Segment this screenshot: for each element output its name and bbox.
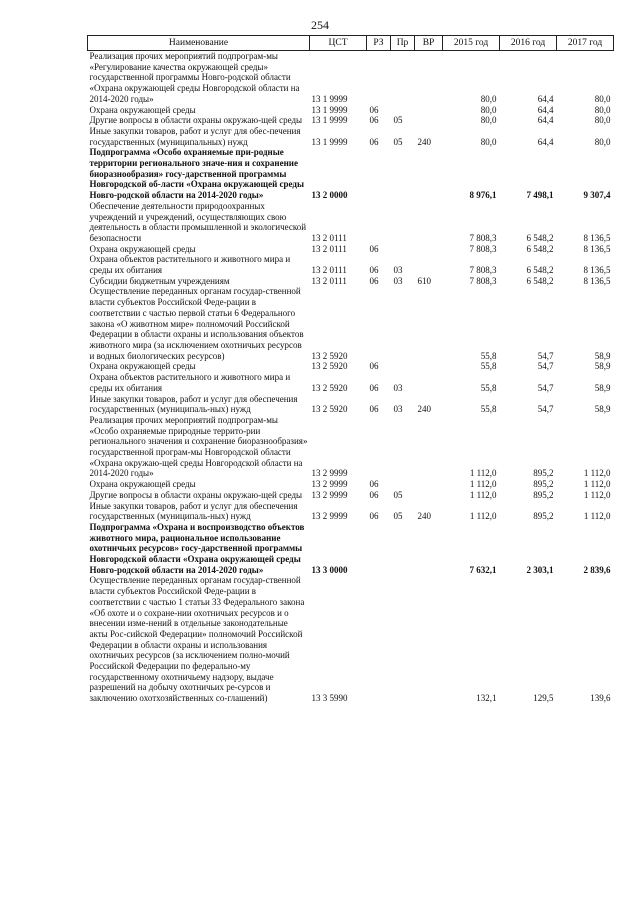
row-pr: 03 bbox=[393, 275, 403, 286]
row-2015: 80,0 bbox=[480, 93, 497, 104]
row-2017: 58,9 bbox=[594, 404, 611, 415]
row-2016: 895,2 bbox=[533, 479, 554, 490]
row-2015: 55,8 bbox=[480, 404, 497, 415]
row-2015: 1 112,0 bbox=[469, 511, 497, 522]
row-vr: 240 bbox=[417, 511, 431, 522]
table-row bbox=[88, 501, 614, 522]
row-2017: 58,9 bbox=[594, 350, 611, 361]
header-2015: 2015 год bbox=[443, 36, 500, 51]
table-row bbox=[88, 147, 614, 201]
row-2017: 1 112,0 bbox=[583, 479, 611, 490]
table-row bbox=[88, 201, 614, 244]
row-pr bbox=[391, 361, 415, 372]
row-2017: 8 136,5 bbox=[583, 232, 611, 243]
row-2016: 6 548,2 bbox=[526, 265, 554, 276]
row-vr bbox=[415, 286, 443, 361]
row-name: Иные закупки товаров, работ и услуг для обес-печения государственных (муниципальных) нужд bbox=[89, 125, 301, 147]
row-2015: 80,0 bbox=[480, 115, 497, 126]
row-2016: 64,4 bbox=[537, 93, 554, 104]
header-2016: 2016 год bbox=[500, 36, 557, 51]
row-2016: 6 548,2 bbox=[526, 232, 554, 243]
row-rz: 06 bbox=[369, 243, 379, 254]
header-name: Наименование bbox=[88, 36, 310, 51]
row-rz: 06 bbox=[369, 136, 379, 147]
table-header-row bbox=[88, 36, 614, 51]
row-name: Охрана объектов растительного и животного мира и среды их обитания bbox=[89, 372, 291, 393]
row-2016: 64,4 bbox=[537, 104, 554, 115]
row-vr: 240 bbox=[417, 136, 431, 147]
row-cst: 13 1 9999 bbox=[311, 93, 348, 104]
row-vr bbox=[415, 372, 443, 393]
row-pr: 03 bbox=[393, 404, 403, 415]
row-2016: 129,5 bbox=[533, 693, 554, 704]
row-name: Охрана объектов растительного и животного мира и среды их обитания bbox=[89, 254, 291, 276]
table-body bbox=[88, 51, 614, 704]
row-2015: 80,0 bbox=[480, 136, 497, 147]
row-vr: 610 bbox=[417, 275, 431, 286]
table-row bbox=[88, 522, 614, 576]
row-2015: 1 112,0 bbox=[469, 479, 497, 490]
row-cst: 13 1 9999 bbox=[311, 115, 348, 126]
row-vr bbox=[415, 575, 443, 703]
table-row bbox=[88, 361, 614, 372]
row-2016: 54,7 bbox=[537, 350, 554, 361]
row-cst: 13 2 5920 bbox=[311, 361, 348, 372]
table-row bbox=[88, 415, 614, 479]
row-2015: 1 112,0 bbox=[469, 468, 497, 479]
row-cst: 13 2 5920 bbox=[311, 382, 348, 393]
row-rz: 06 bbox=[369, 479, 379, 490]
table-row bbox=[88, 244, 614, 255]
row-rz bbox=[367, 201, 391, 244]
row-pr: 03 bbox=[393, 265, 403, 276]
row-cst: 13 2 9999 bbox=[311, 511, 348, 522]
header-rz: РЗ bbox=[367, 36, 391, 51]
row-2015: 55,8 bbox=[480, 382, 497, 393]
row-pr bbox=[391, 201, 415, 244]
row-vr bbox=[415, 361, 443, 372]
row-2017: 58,9 bbox=[594, 382, 611, 393]
table-row bbox=[88, 490, 614, 501]
row-name: Иные закупки товаров, работ и услуг для обеспечения государственных (муниципаль-ных) нужд bbox=[89, 500, 298, 522]
row-2016: 895,2 bbox=[533, 511, 554, 522]
row-pr bbox=[391, 479, 415, 490]
row-rz: 06 bbox=[369, 511, 379, 522]
row-rz: 06 bbox=[369, 404, 379, 415]
table-row bbox=[88, 51, 614, 105]
row-2015: 7 808,3 bbox=[469, 243, 497, 254]
table-row bbox=[88, 276, 614, 287]
row-2016: 6 548,2 bbox=[526, 275, 554, 286]
row-vr bbox=[415, 115, 443, 126]
row-2015: 7 808,3 bbox=[469, 275, 497, 286]
table-row bbox=[88, 575, 614, 703]
row-2017: 1 112,0 bbox=[583, 511, 611, 522]
row-cst: 13 2 5920 bbox=[311, 350, 348, 361]
row-name: Реализация прочих мероприятий подпрограм-мы «Регулирование качества окружающей среды» государственной программы Новго-родской области «Охрана окружающей среды Новгородской области на 2014-2020 годы» bbox=[89, 51, 300, 104]
row-2017: 1 112,0 bbox=[583, 468, 611, 479]
row-pr: 05 bbox=[393, 511, 403, 522]
table-row bbox=[88, 115, 614, 126]
row-name: Охрана окружающей среды bbox=[89, 243, 196, 254]
row-vr bbox=[415, 490, 443, 501]
row-rz bbox=[367, 522, 391, 576]
row-rz bbox=[367, 575, 391, 703]
row-name: Подпрограмма «Особо охраняемые при-родные территории регионального значе-ния и сохранение биоразнообразия» госу-дарственной программы Новгородской об-ласти «Охрана окружающей среды Новго-родской области на 2014-2020 годы» bbox=[89, 147, 304, 201]
row-2017: 8 136,5 bbox=[583, 265, 611, 276]
row-2016: 54,7 bbox=[537, 361, 554, 372]
row-rz: 06 bbox=[369, 104, 379, 115]
row-pr: 03 bbox=[393, 382, 403, 393]
row-rz bbox=[367, 286, 391, 361]
row-rz bbox=[367, 415, 391, 479]
row-2015: 7 808,3 bbox=[469, 265, 497, 276]
row-name: Охрана окружающей среды bbox=[89, 479, 196, 490]
row-2016: 54,7 bbox=[537, 404, 554, 415]
row-2017: 2 839,6 bbox=[583, 564, 611, 575]
row-vr bbox=[415, 254, 443, 275]
row-rz bbox=[367, 51, 391, 105]
row-vr bbox=[415, 105, 443, 116]
row-vr bbox=[415, 244, 443, 255]
row-rz: 06 bbox=[369, 382, 379, 393]
row-name: Охрана окружающей среды bbox=[89, 104, 196, 115]
row-cst: 13 2 0111 bbox=[311, 243, 347, 254]
row-cst: 13 2 0111 bbox=[311, 232, 347, 243]
row-name: Субсидии бюджетным учреждениям bbox=[89, 275, 230, 286]
row-2016: 895,2 bbox=[533, 489, 554, 500]
row-cst: 13 2 0000 bbox=[311, 190, 348, 201]
row-name: Подпрограмма «Охрана и воспроизводство объектов животного мира, рациональное использование охотничьих ресурсов» госу-дарственной программы Новгородской области «Охрана окружающей среды Новго-родской области на 2014-2020 годы» bbox=[89, 521, 305, 575]
row-name: Осуществление переданных органам государ-ственной власти субъектов Российской Феде-рации в соответствии с частью 1 статьи 33 Федерального закона «Об охоте и о сохране-нии охотничьих ресурсов и о внесении изме-нений в отдельные законодательные акты Рос-сийской Федерации» полномочий Российской Федерации в области охраны и использования охотничьих ресурсов (за исключением полно-мочий Российской Федерации по федерально-му государственному охотничьему надзору, выдаче разрешений на добычу охотничьих ре-сурсов и заключению охотхозяйственных со-глашений) bbox=[89, 575, 305, 704]
row-cst: 13 3 5990 bbox=[311, 693, 348, 704]
row-2016: 7 498,1 bbox=[526, 190, 554, 201]
row-cst: 13 2 9999 bbox=[311, 489, 348, 500]
row-name: Обеспечение деятельности природоохранных учреждений и учреждений, осуществляющих свою деятельность в области промышленной и экологической безопасности bbox=[89, 200, 307, 243]
budget-table bbox=[87, 35, 614, 704]
row-vr: 240 bbox=[417, 404, 431, 415]
row-2017: 80,0 bbox=[594, 136, 611, 147]
row-2016: 54,7 bbox=[537, 382, 554, 393]
header-2017: 2017 год bbox=[557, 36, 614, 51]
row-cst: 13 2 0111 bbox=[311, 275, 347, 286]
row-vr bbox=[415, 522, 443, 576]
row-2017: 8 136,5 bbox=[583, 275, 611, 286]
row-cst: 13 1 9999 bbox=[311, 104, 348, 115]
table-row bbox=[88, 286, 614, 361]
row-cst: 13 2 9999 bbox=[311, 468, 348, 479]
row-2017: 9 307,4 bbox=[583, 190, 611, 201]
table-row bbox=[88, 394, 614, 415]
row-name: Другие вопросы в области охраны окружаю-щей среды bbox=[89, 115, 303, 126]
row-pr bbox=[391, 575, 415, 703]
row-rz: 06 bbox=[369, 489, 379, 500]
row-2016: 64,4 bbox=[537, 136, 554, 147]
row-name: Охрана окружающей среды bbox=[89, 361, 196, 372]
row-pr bbox=[391, 415, 415, 479]
row-pr bbox=[391, 105, 415, 116]
row-2017: 1 112,0 bbox=[583, 489, 611, 500]
row-rz: 06 bbox=[369, 115, 379, 126]
row-cst: 13 2 9999 bbox=[311, 479, 348, 490]
page-number: 254 bbox=[311, 18, 329, 32]
header-vr: ВР bbox=[415, 36, 443, 51]
row-2015: 1 112,0 bbox=[469, 489, 497, 500]
row-cst: 13 1 9999 bbox=[311, 136, 348, 147]
row-2016: 2 303,1 bbox=[526, 564, 554, 575]
row-name: Иные закупки товаров, работ и услуг для обеспечения государственных (муниципаль-ных) нужд bbox=[89, 393, 298, 415]
table-row bbox=[88, 372, 614, 393]
row-2017: 58,9 bbox=[594, 361, 611, 372]
row-vr bbox=[415, 51, 443, 105]
table-row bbox=[88, 254, 614, 275]
row-pr: 05 bbox=[393, 136, 403, 147]
row-2015: 7 632,1 bbox=[469, 564, 497, 575]
row-pr bbox=[391, 286, 415, 361]
row-2015: 80,0 bbox=[480, 104, 497, 115]
row-cst: 13 3 0000 bbox=[311, 564, 348, 575]
row-name: Реализация прочих мероприятий подпрограм-мы «Особо охраняемые природные террито-рии регионального значения и сохранение биоразнообразия» государственной програм-мы Новгородской области «Охрана окружаю-щей среды Новгородской области на 2014-2020 годы» bbox=[89, 414, 308, 479]
row-2017: 139,6 bbox=[590, 693, 611, 704]
row-name: Другие вопросы в области охраны окружаю-щей среды bbox=[89, 489, 303, 500]
header-pr: Пр bbox=[391, 36, 415, 51]
row-pr bbox=[391, 147, 415, 201]
row-cst: 13 2 5920 bbox=[311, 404, 348, 415]
row-vr bbox=[415, 147, 443, 201]
row-2017: 80,0 bbox=[594, 104, 611, 115]
row-2016: 895,2 bbox=[533, 468, 554, 479]
row-2017: 80,0 bbox=[594, 115, 611, 126]
row-vr bbox=[415, 415, 443, 479]
row-2015: 7 808,3 bbox=[469, 232, 497, 243]
row-rz: 06 bbox=[369, 265, 379, 276]
row-rz: 06 bbox=[369, 361, 379, 372]
row-name: Осуществление переданных органам государ-ственной власти субъектов Российской Феде-рации в соответствии с частью первой статьи 6 Федерального закона «О животном мире» полномочий Российской Федерации в области охраны и использования объектов животного мира (за исключением охотничьих ресурсов и водных биологических ресурсов) bbox=[89, 286, 304, 361]
row-pr bbox=[391, 51, 415, 105]
row-pr: 05 bbox=[393, 115, 403, 126]
row-pr: 05 bbox=[393, 489, 403, 500]
row-2016: 64,4 bbox=[537, 115, 554, 126]
row-rz: 06 bbox=[369, 275, 379, 286]
table-row bbox=[88, 126, 614, 147]
table-row bbox=[88, 105, 614, 116]
row-vr bbox=[415, 479, 443, 490]
row-2017: 8 136,5 bbox=[583, 243, 611, 254]
row-vr bbox=[415, 201, 443, 244]
row-2015: 8 976,1 bbox=[469, 190, 497, 201]
row-pr bbox=[391, 244, 415, 255]
row-2015: 132,1 bbox=[476, 693, 497, 704]
row-2015: 55,8 bbox=[480, 361, 497, 372]
row-cst: 13 2 0111 bbox=[311, 265, 347, 276]
table-row bbox=[88, 479, 614, 490]
row-2015: 55,8 bbox=[480, 350, 497, 361]
row-2017: 80,0 bbox=[594, 93, 611, 104]
row-rz bbox=[367, 147, 391, 201]
row-pr bbox=[391, 522, 415, 576]
row-2016: 6 548,2 bbox=[526, 243, 554, 254]
header-cst: ЦСТ bbox=[310, 36, 367, 51]
